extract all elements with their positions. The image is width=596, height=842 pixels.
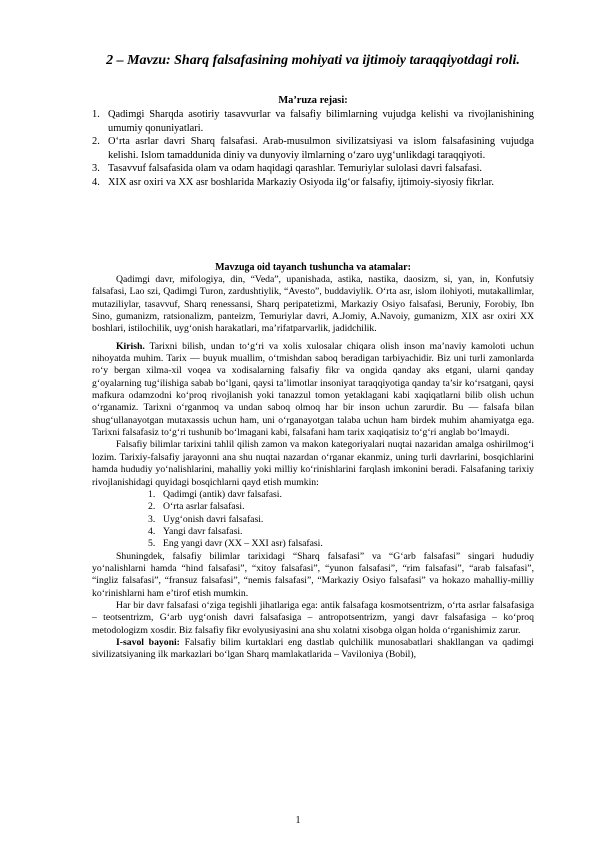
intro-text: Tarixni bilish, undan to‘g‘ri va xolis xulosalar chiqara olish inson ma’naviy kamoloti uchun nihoyatda muhim. Tarix — buyuk muallim, o‘tmishdan saboq beradigan tarbiyachidir. Biz uni turli zamonlarda ro‘y bergan xilma-xil voqea va xodisalarning falsafiy fikr va ongida qanday aks etgani, ularni qanday g‘oyalarning tug‘ilishiga sabab bo‘lgani, qaysi ta’limotlar insoniyat taraqqiyotiga qanday ta’sir ko‘rsatgani, qaysi mafkura odamzodni ko‘proq rivojlanish yoki tanazzul tomon yetaklagani kabi xaqiqatlarni bilib olish uchun o‘rganamiz. Tarixni o‘rganmoq va undan saboq olmoq har bir inson uchun zarurdir. Bu — falsafa bilan shug‘ullanayotgan mutaxassis uchun ham, uni o‘rganayotgan talaba uchun ham birdek muhim ahamiyatga ega. Tarixni falsafasiz to‘g‘ri tushunib bo‘lmagani kabi, falsafani ham tarix xaqiqatisiz to‘g‘ri anglab bo‘lmaydi. xyxy=(92,340,534,439)
intro-label: Kirish. xyxy=(116,340,145,352)
list-item-text: O‘rta asrlar davri Sharq falsafasi. Arab-musulmon sivilizatsiyasi va islom falsafasining vujudga kelishi. Islom tamaddunida diniy va dunyoviy ilmlarning o‘zaro uyg‘unlikdagi taraqqiyoti. xyxy=(108,136,534,161)
list-item-text: XIX asr oxiri va XX asr boshlarida Markaziy Osiyoda ilg‘or falsafiy, ijtimoiy-siyosiy fikrlar. xyxy=(108,176,494,188)
list-item-text: Qadimgi Sharqda asotiriy tasavvurlar va falsafiy bilimlarning vujudga kelishi va rivojlanishining umumiy qonuniyatlari. xyxy=(108,109,534,134)
list-item xyxy=(92,176,534,190)
periods-list xyxy=(148,489,534,551)
lecture-plan-list xyxy=(92,108,534,190)
document-body xyxy=(92,274,534,662)
list-item-number: 3. xyxy=(148,513,156,525)
list-item-text: O‘rta asrlar falsafasi. xyxy=(163,501,245,513)
question-text: Falsafiy bilim kurtaklari eng dastlab qulchilik munosabatlari shakllangan va qadimgi sivilizatsiyaning ilk markazlari bo‘lgan Sharq mamlakatlarida – Vaviloniya (Bobil), xyxy=(92,636,534,661)
list-item-number: 2. xyxy=(148,501,156,513)
list-item xyxy=(92,108,534,135)
list-item xyxy=(148,489,534,501)
concepts-paragraph: Qadimgi davr, mifologiya, din, “Veda”, upanishada, astika, nastika, daosizm, si, yan, in, Konfutsiy falsafasi, Lao szi, Qadimgi Turon, zardushtiylik, “Avesto”, buddaviylik. O‘rta asr, islom ilohiyoti, mutakallimlar, mutaziliylar, tasavvuf, Sharq renessansi, Sharq peripatetizmi, Markaziy Osiyo falsafasi, Beruniy, Forobiy, Ibn Sino, gumanizm, ratsionalizm, panteizm, Temuriylar davri, A.Jomiy, A.Navoiy, gumanizm, XIX asr oxiri XX boshlari, istilochilik, uyg‘onish harakatlari, ma’rifatparvarlik, jadidchilik. xyxy=(92,274,534,335)
list-item xyxy=(92,135,534,162)
list-item-number: 4. xyxy=(92,176,100,188)
list-item xyxy=(148,538,534,550)
list-item-text: Eng yangi davr (XX – XXI asr) falsafasi. xyxy=(163,538,323,550)
list-item-number: 3. xyxy=(92,163,100,175)
page-number: 1 xyxy=(295,815,301,826)
question-label: I-savol bayoni: xyxy=(116,636,180,648)
question-paragraph xyxy=(92,637,534,662)
list-item-text: Qadimgi (antik) davr falsafasi. xyxy=(163,488,282,500)
list-item-number: 5. xyxy=(148,538,156,550)
paragraph: Har bir davr falsafasi o‘ziga tegishli jihatlariga ega: antik falsafaga kosmotsentrizm, o‘rta asrlar falsafasiga – teotsentrizm, G‘arb uyg‘onish davri falsafasiga – antropotsentrizm, yangi davr falsafasiga – ko‘proq metodologizm xosdir. Biz falsafiy fikr evolyusiyasini ana shu xolatni xisobga olgan holda o‘rganishimiz zarur. xyxy=(92,599,534,636)
list-item xyxy=(148,526,534,538)
intro-paragraph xyxy=(92,341,534,440)
paragraph: Shuningdek, falsafiy bilimlar tarixidagi “Sharq falsafasi” va “G‘arb falsafasi” singari hududiy yo‘nalishlarni hamda “hind falsafasi”, “xitoy falsafasi”, “yunon falsafasi”, “rim falsafasi”, “arab falsafasi”, “ingliz falsafasi”, “fransuz falsafasi”, “nemis falsafasi”, “Markaziy Osiyo falsafasi” va hokazo mahalliy-milliy ko‘rinishlarni ham e’tirof etish mumkin. xyxy=(92,550,534,599)
paragraph: Falsafiy bilimlar tarixini tahlil qilish zamon va makon kategoriyalari nuqtai nazaridan amalga oshirilmog‘i lozim. Tarixiy-falsafiy jarayonni ana shu nuqtai nazardan o‘rganar ekanmiz, uning turli davrlarini, bosqichlarini hamda hududiy yo‘nalishlarini, mahalliy yoki milliy ko‘rinishlarini farqlash imkonini beradi. Falsafaning tarixiy rivojlanishidagi quyidagi bosqichlarni qayd etish mumkin: xyxy=(92,439,534,488)
list-item xyxy=(148,501,534,513)
list-item-text: Uyg‘onish davri falsafasi. xyxy=(163,513,264,525)
list-item-text: Tasavvuf falsafasida olam va odam haqidagi qarashlar. Temuriylar sulolasi davri falsafasi. xyxy=(108,163,483,175)
list-item xyxy=(92,162,534,176)
plan-heading: Ma’ruza rejasi: xyxy=(278,95,348,106)
list-item-number: 4. xyxy=(148,525,156,537)
list-item-number: 2. xyxy=(92,136,100,148)
list-item xyxy=(148,514,534,526)
list-item-text: Yangi davr falsafasi. xyxy=(163,525,243,537)
concepts-heading: Mavzuga oid tayanch tushuncha va atamalar: xyxy=(215,262,411,273)
page-title: 2 – Mavzu: Sharq falsafasining mohiyati va ijtimoiy taraqqiyotdagi roli. xyxy=(106,53,520,68)
list-item-number: 1. xyxy=(148,488,156,500)
list-item-number: 1. xyxy=(92,109,100,120)
